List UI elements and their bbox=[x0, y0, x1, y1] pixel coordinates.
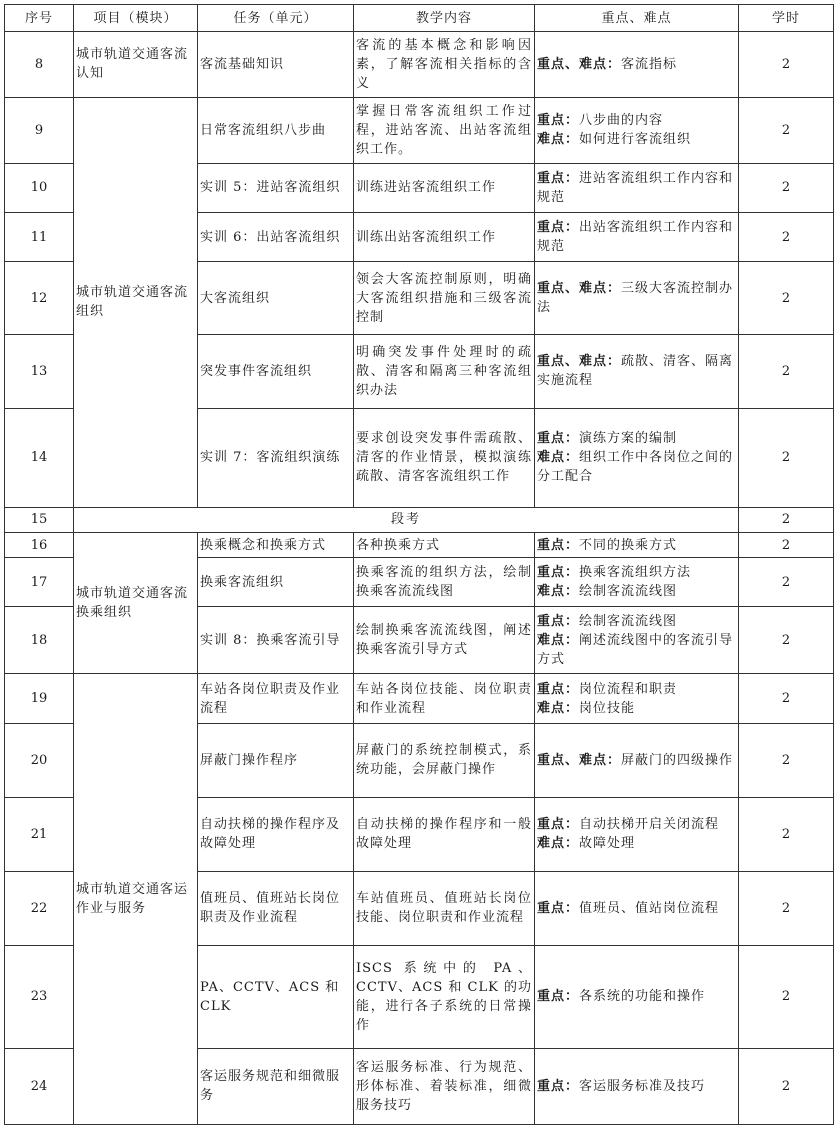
key-point-text: 绘制客流流线图 bbox=[579, 613, 678, 629]
task-cell: 实训 6：出站客流组织 bbox=[198, 212, 354, 261]
key-point-label: 重点、难点： bbox=[537, 281, 622, 297]
content-cell: 绘制换乘客流流线图，阐述换乘客流引导方式 bbox=[354, 607, 535, 674]
key-points-cell bbox=[535, 163, 739, 212]
row-number: 11 bbox=[5, 212, 74, 261]
content-cell: 训练出站客流组织工作 bbox=[354, 212, 535, 261]
key-point-line bbox=[537, 218, 736, 256]
hours-cell: 2 bbox=[739, 1048, 834, 1124]
key-point-label: 重点： bbox=[537, 681, 580, 697]
content-cell: 车站各岗位技能、岗位职责和作业流程 bbox=[354, 674, 535, 724]
key-points-cell bbox=[535, 724, 739, 797]
header-task: 任务（单元） bbox=[198, 5, 354, 32]
key-point-line bbox=[537, 352, 736, 390]
key-point-text: 组织工作中各岗位之间的分工配合 bbox=[537, 450, 734, 485]
row-number: 24 bbox=[5, 1048, 74, 1124]
task-cell: 日常客流组织八步曲 bbox=[198, 97, 354, 163]
key-point-label: 重点： bbox=[537, 613, 580, 629]
key-point-text: 换乘客流组织方法 bbox=[579, 565, 692, 581]
key-point-line bbox=[537, 55, 736, 74]
key-point-text: 故障处理 bbox=[579, 836, 636, 852]
header-num: 序号 bbox=[5, 5, 74, 32]
project-cell: 城市轨道交通客流认知 bbox=[74, 32, 198, 98]
task-cell: 突发事件客流组织 bbox=[198, 335, 354, 408]
key-point-label: 难点： bbox=[537, 632, 580, 648]
key-point-line bbox=[537, 631, 736, 669]
content-cell: 客流的基本概念和影响因素，了解客流相关指标的含义 bbox=[354, 32, 535, 98]
key-point-text: 出站客流组织工作内容和规范 bbox=[537, 220, 734, 255]
content-cell: 明确突发事件处理时的疏散、清客和隔离三种客流组织办法 bbox=[354, 335, 535, 408]
key-point-line bbox=[537, 987, 736, 1006]
key-point-text: 疏散、清客、隔离实施流程 bbox=[537, 354, 734, 389]
hours-cell: 2 bbox=[739, 335, 834, 408]
key-point-line bbox=[537, 111, 736, 130]
key-points-cell bbox=[535, 335, 739, 408]
hours-cell: 2 bbox=[739, 674, 834, 724]
key-point-label: 重点： bbox=[537, 989, 580, 1005]
content-cell: 各种换乘方式 bbox=[354, 532, 535, 557]
content-cell: 客运服务标准、行为规范、形体标准、着装标准，细微服务技巧 bbox=[354, 1048, 535, 1124]
row-number: 8 bbox=[5, 32, 74, 98]
key-point-label: 重点： bbox=[537, 220, 580, 236]
row-number: 22 bbox=[5, 871, 74, 945]
key-point-line bbox=[537, 834, 736, 853]
key-point-label: 重点： bbox=[537, 431, 580, 447]
row-number: 23 bbox=[5, 946, 74, 1049]
hours-cell: 2 bbox=[739, 507, 834, 532]
key-point-text: 屏蔽门的四级操作 bbox=[621, 752, 734, 768]
key-point-label: 重点： bbox=[537, 170, 580, 186]
key-point-text: 各系统的功能和操作 bbox=[579, 989, 706, 1005]
key-point-text: 岗位流程和职责 bbox=[579, 681, 678, 697]
row-number: 18 bbox=[5, 607, 74, 674]
content-cell: ISCS 系统中的 PA、CCTV、ACS 和 CLK 的功能，进行各子系统的日常操作 bbox=[354, 946, 535, 1049]
row-number: 15 bbox=[5, 507, 74, 532]
task-cell: 车站各岗位职责及作业流程 bbox=[198, 674, 354, 724]
key-point-text: 客流指标 bbox=[621, 56, 678, 72]
row-number: 10 bbox=[5, 163, 74, 212]
key-points-cell bbox=[535, 558, 739, 607]
header-key-points: 重点、难点 bbox=[535, 5, 739, 32]
row-number: 21 bbox=[5, 797, 74, 871]
task-cell: 自动扶梯的操作程序及故障处理 bbox=[198, 797, 354, 871]
task-cell: 客流基础知识 bbox=[198, 32, 354, 98]
key-point-line bbox=[537, 448, 736, 486]
hours-cell: 2 bbox=[739, 724, 834, 797]
key-point-text: 进站客流组织工作内容和规范 bbox=[537, 170, 734, 205]
key-points-cell bbox=[535, 532, 739, 557]
key-point-line bbox=[537, 680, 736, 699]
key-point-line bbox=[537, 1077, 736, 1096]
key-points-cell bbox=[535, 946, 739, 1049]
row-number: 17 bbox=[5, 558, 74, 607]
task-cell: 值班员、值班站长岗位职责及作业流程 bbox=[198, 871, 354, 945]
header-content: 教学内容 bbox=[354, 5, 535, 32]
table-row bbox=[5, 97, 834, 163]
project-cell: 城市轨道交通客流组织 bbox=[74, 97, 198, 507]
key-point-text: 如何进行客流组织 bbox=[579, 132, 692, 148]
key-points-cell bbox=[535, 797, 739, 871]
row-number: 19 bbox=[5, 674, 74, 724]
hours-cell: 2 bbox=[739, 532, 834, 557]
content-cell: 车站值班员、值班站长岗位技能、岗位职责和作业流程 bbox=[354, 871, 535, 945]
key-points-cell bbox=[535, 32, 739, 98]
key-point-line bbox=[537, 815, 736, 834]
key-point-label: 重点、难点： bbox=[537, 752, 622, 768]
hours-cell: 2 bbox=[739, 408, 834, 507]
row-number: 13 bbox=[5, 335, 74, 408]
content-cell: 训练进站客流组织工作 bbox=[354, 163, 535, 212]
key-point-text: 客运服务标准及技巧 bbox=[579, 1078, 706, 1094]
key-point-label: 难点： bbox=[537, 584, 580, 600]
key-point-text: 八步曲的内容 bbox=[579, 113, 664, 129]
content-cell: 屏蔽门的系统控制模式，系统功能，会屏蔽门操作 bbox=[354, 724, 535, 797]
content-cell: 要求创设突发事件需疏散、清客的作业情景，模拟演练疏散、清客客流组织工作 bbox=[354, 408, 535, 507]
task-cell: PA、CCTV、ACS 和 CLK bbox=[198, 946, 354, 1049]
key-point-text: 阐述流线图中的客流引导方式 bbox=[537, 632, 734, 667]
row-number: 14 bbox=[5, 408, 74, 507]
key-point-label: 重点、难点： bbox=[537, 56, 622, 72]
hours-cell: 2 bbox=[739, 871, 834, 945]
key-point-line bbox=[537, 279, 736, 317]
key-point-text: 演练方案的编制 bbox=[579, 431, 678, 447]
project-cell: 城市轨道交通客流换乘组织 bbox=[74, 532, 198, 673]
key-points-cell bbox=[535, 408, 739, 507]
task-cell: 屏蔽门操作程序 bbox=[198, 724, 354, 797]
header-hours: 学时 bbox=[739, 5, 834, 32]
key-point-text: 值班员、值站岗位流程 bbox=[579, 900, 720, 916]
key-point-line bbox=[537, 536, 736, 555]
task-cell: 换乘客流组织 bbox=[198, 558, 354, 607]
header-project: 项目（模块） bbox=[74, 5, 198, 32]
key-point-label: 重点： bbox=[537, 113, 580, 129]
hours-cell: 2 bbox=[739, 946, 834, 1049]
key-point-line bbox=[537, 169, 736, 207]
hours-cell: 2 bbox=[739, 797, 834, 871]
task-cell: 换乘概念和换乘方式 bbox=[198, 532, 354, 557]
key-point-text: 不同的换乘方式 bbox=[579, 537, 678, 553]
hours-cell: 2 bbox=[739, 262, 834, 335]
key-point-label: 难点： bbox=[537, 132, 580, 148]
hours-cell: 2 bbox=[739, 163, 834, 212]
project-cell: 城市轨道交通客运作业与服务 bbox=[74, 674, 198, 1125]
key-point-label: 难点： bbox=[537, 700, 580, 716]
key-point-line bbox=[537, 130, 736, 149]
hours-cell: 2 bbox=[739, 607, 834, 674]
key-points-cell bbox=[535, 674, 739, 724]
content-cell: 自动扶梯的操作程序和一般故障处理 bbox=[354, 797, 535, 871]
key-point-line bbox=[537, 612, 736, 631]
header-row bbox=[5, 5, 834, 32]
task-cell: 实训 5：进站客流组织 bbox=[198, 163, 354, 212]
content-cell: 领会大客流控制原则，明确大客流组织措施和三级客流控制 bbox=[354, 262, 535, 335]
row-number: 16 bbox=[5, 532, 74, 557]
syllabus-table bbox=[4, 4, 834, 1125]
key-point-label: 重点： bbox=[537, 1078, 580, 1094]
row-number: 12 bbox=[5, 262, 74, 335]
content-cell: 换乘客流的组织方法，绘制换乘客流流线图 bbox=[354, 558, 535, 607]
key-point-label: 重点： bbox=[537, 817, 580, 833]
key-point-text: 绘制客流流线图 bbox=[579, 584, 678, 600]
hours-cell: 2 bbox=[739, 97, 834, 163]
key-point-label: 难点： bbox=[537, 450, 580, 466]
task-cell: 实训 7：客流组织演练 bbox=[198, 408, 354, 507]
key-point-label: 重点： bbox=[537, 565, 580, 581]
midterm-exam-cell: 段考 bbox=[74, 507, 739, 532]
key-points-cell bbox=[535, 97, 739, 163]
table-row bbox=[5, 532, 834, 557]
key-point-line bbox=[537, 699, 736, 718]
key-point-line bbox=[537, 563, 736, 582]
key-point-text: 自动扶梯开启关闭流程 bbox=[579, 817, 720, 833]
key-points-cell bbox=[535, 1048, 739, 1124]
key-point-line bbox=[537, 751, 736, 770]
table-row bbox=[5, 674, 834, 724]
table-row bbox=[5, 507, 834, 532]
hours-cell: 2 bbox=[739, 32, 834, 98]
task-cell: 客运服务规范和细微服务 bbox=[198, 1048, 354, 1124]
key-point-text: 三级大客流控制办法 bbox=[537, 281, 734, 316]
key-points-cell bbox=[535, 212, 739, 261]
row-number: 9 bbox=[5, 97, 74, 163]
hours-cell: 2 bbox=[739, 212, 834, 261]
key-point-line bbox=[537, 582, 736, 601]
task-cell: 大客流组织 bbox=[198, 262, 354, 335]
key-point-label: 重点、难点： bbox=[537, 354, 622, 370]
row-number: 20 bbox=[5, 724, 74, 797]
content-cell: 掌握日常客流组织工作过程，进站客流、出站客流组织工作。 bbox=[354, 97, 535, 163]
table-row bbox=[5, 32, 834, 98]
key-points-cell bbox=[535, 262, 739, 335]
key-point-label: 难点： bbox=[537, 836, 580, 852]
task-cell: 实训 8：换乘客流引导 bbox=[198, 607, 354, 674]
key-point-label: 重点： bbox=[537, 900, 580, 916]
hours-cell: 2 bbox=[739, 558, 834, 607]
key-point-label: 重点： bbox=[537, 537, 580, 553]
key-points-cell bbox=[535, 607, 739, 674]
key-point-text: 岗位技能 bbox=[579, 700, 636, 716]
key-points-cell bbox=[535, 871, 739, 945]
key-point-line bbox=[537, 899, 736, 918]
key-point-line bbox=[537, 429, 736, 448]
